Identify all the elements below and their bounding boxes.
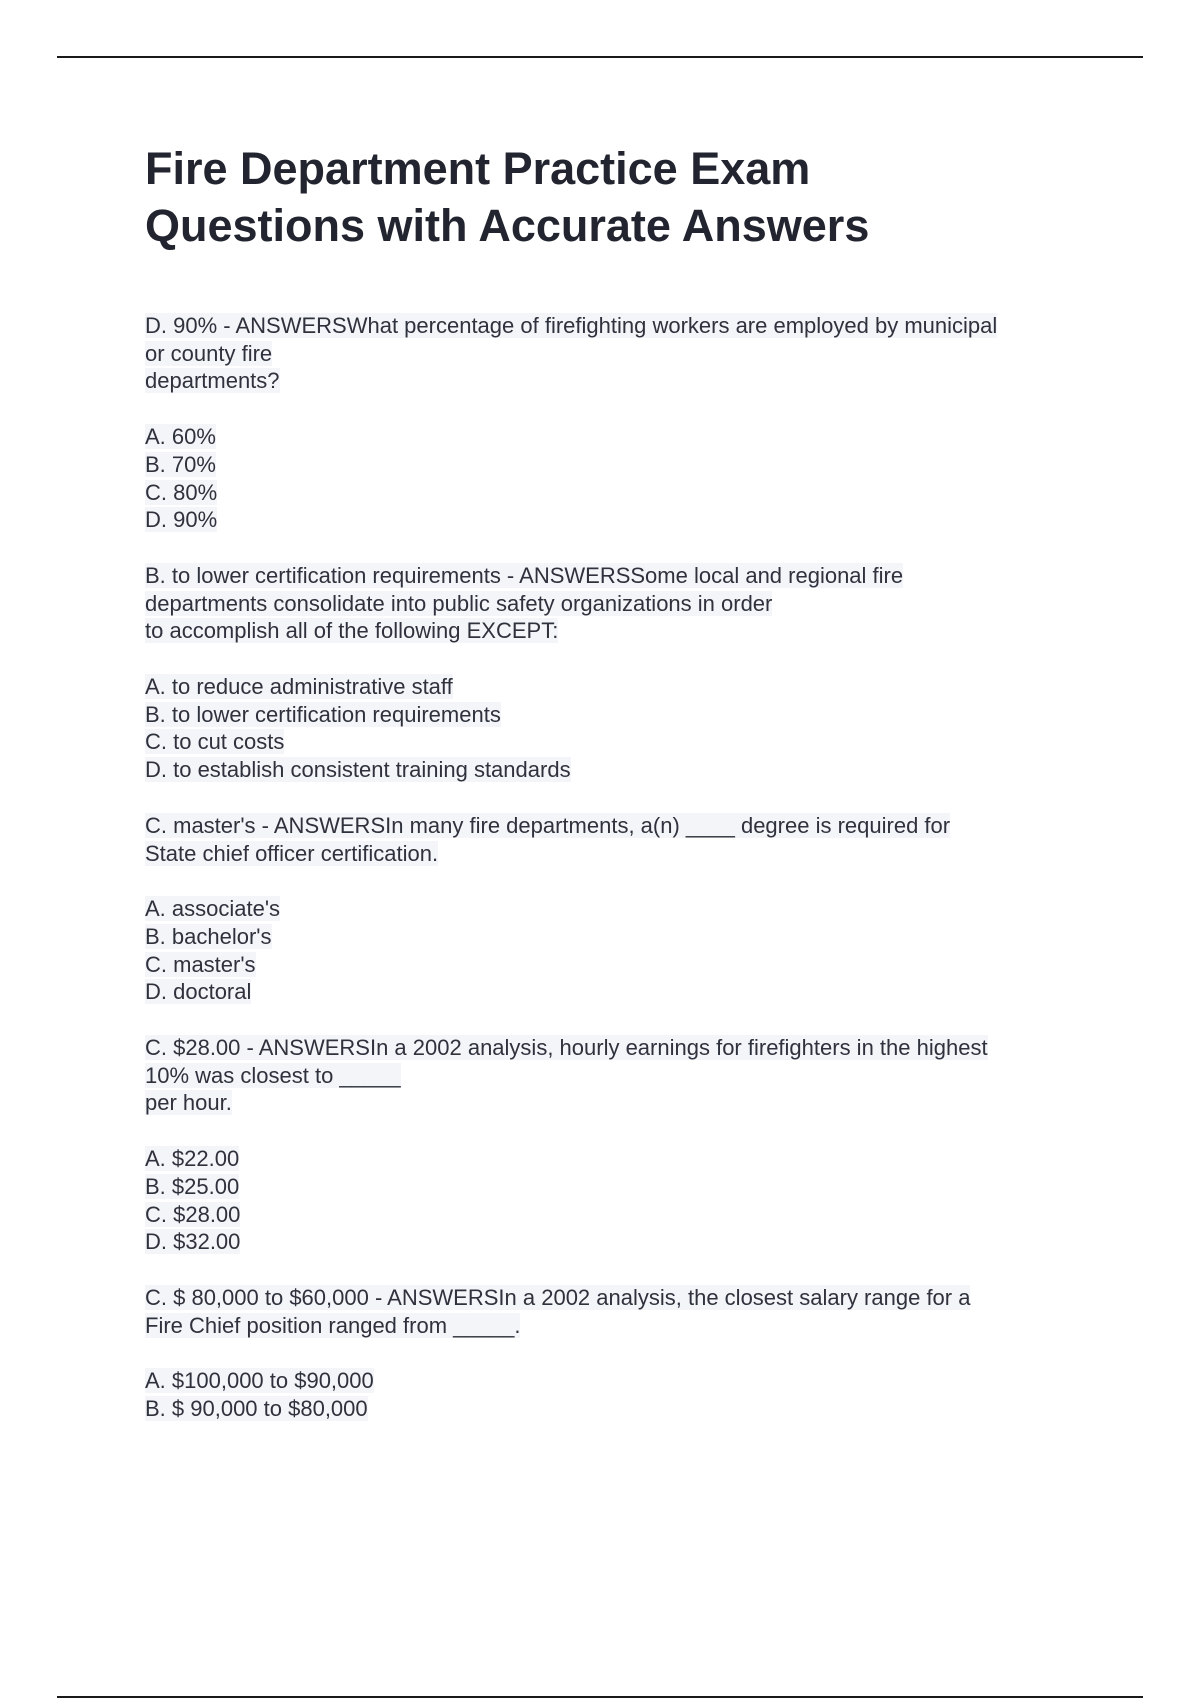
bottom-rule (57, 1696, 1143, 1698)
answer-option: B. $ 90,000 to $80,000 (145, 1396, 368, 1422)
question-block-1 (145, 312, 1090, 534)
question-block-3 (145, 812, 1090, 1006)
answer-option: C. master's (145, 951, 256, 977)
answer-option: B. $25.00 (145, 1173, 240, 1199)
answer-option: A. to reduce administrative staff (145, 674, 453, 700)
answer-options (145, 423, 1090, 534)
question-block-5 (145, 1284, 1090, 1423)
answer-option: A. $100,000 to $90,000 (145, 1368, 374, 1394)
answer-option: D. 90% (145, 507, 218, 533)
question-line: to accomplish all of the following EXCEPT: (145, 618, 559, 644)
question-line: D. 90% - ANSWERSWhat percentage of firefighting workers are employed by municipal (145, 313, 998, 338)
answer-options (145, 1367, 1090, 1422)
answer-option: A. 60% (145, 424, 216, 450)
question-line: departments consolidate into public safety organizations in order (145, 590, 773, 616)
page-title (145, 140, 1090, 254)
question-line: B. to lower certification requirements - ANSWERSSome local and regional fire (145, 562, 904, 588)
answer-option: B. to lower certification requirements (145, 701, 501, 727)
answer-option: B. bachelor's (145, 923, 272, 949)
answer-options (145, 673, 1090, 784)
answer-option: A. associate's (145, 896, 281, 922)
title-line-2: Questions with Accurate Answers (145, 200, 870, 251)
question-line: per hour. (145, 1090, 232, 1116)
answer-option: C. 80% (145, 479, 218, 505)
document-body (145, 140, 1090, 1423)
question-text (145, 1284, 1090, 1339)
answer-option: C. to cut costs (145, 729, 285, 755)
answer-option: D. to establish consistent training standards (145, 757, 571, 783)
answer-option: B. 70% (145, 451, 216, 477)
question-line: departments? (145, 368, 280, 394)
answer-option: D. $32.00 (145, 1229, 241, 1255)
question-line: C. master's - ANSWERSIn many fire departments, a(n) ____ degree is required for (145, 812, 951, 838)
top-rule (57, 56, 1143, 58)
answer-option: D. doctoral (145, 979, 252, 1005)
question-line: or county fire (145, 340, 273, 366)
question-line: 10% was closest to _____ (145, 1062, 401, 1088)
question-text (145, 562, 1090, 645)
question-line: Fire Chief position ranged from _____. (145, 1312, 521, 1338)
question-text (145, 1034, 1090, 1117)
answer-options (145, 895, 1090, 1006)
answer-options (145, 1145, 1090, 1256)
title-line-1: Fire Department Practice Exam (145, 143, 811, 194)
answer-option: A. $22.00 (145, 1146, 240, 1172)
question-line: State chief officer certification. (145, 840, 439, 866)
question-line: C. $28.00 - ANSWERSIn a 2002 analysis, hourly earnings for firefighters in the highest (145, 1035, 988, 1061)
answer-option: C. $28.00 (145, 1201, 241, 1227)
question-text (145, 312, 1090, 395)
question-text (145, 812, 1090, 867)
question-block-4 (145, 1034, 1090, 1256)
question-line: C. $ 80,000 to $60,000 - ANSWERSIn a 2002 analysis, the closest salary range for a (145, 1284, 971, 1310)
question-block-2 (145, 562, 1090, 784)
